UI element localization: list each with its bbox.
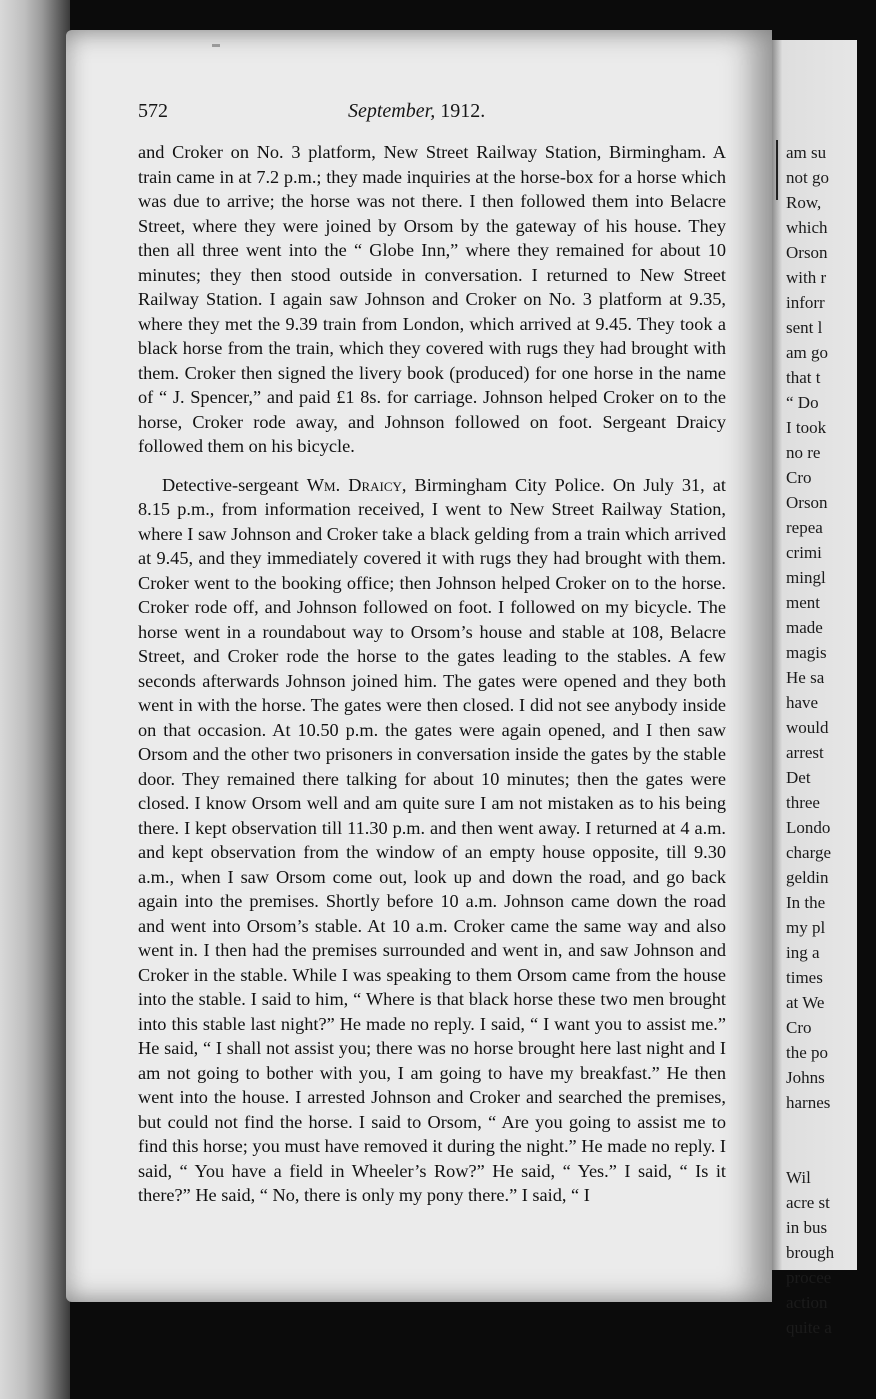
running-title-month: September,: [348, 100, 436, 122]
paragraph-2-body: , Birmingham City Police. On July 31, at 8.15 p.m., from information received, I went to New Street Railway Station, where I saw Johnson and Croker take a black gelding from a train which arrived at 9.45, and they immediately covered it with rugs they had brought with them. Croker went to the booking office; then Johnson helped Croker on to the horse. Croker rode off, and Johnson followed on foot. I followed on my bicycle. The horse went in a roundabout way to Orsom’s house and stable at 108, Belacre Street, and Croker rode the horse to the gates leading to the stables. A few seconds afterwards Johnson joined him. The gates were opened and they both went in with the horse. The gates were then closed. I did not see anybody inside on that occasion. At 10.50 p.m. the gates were again opened, and I then saw Orsom and the other two prisoners in conversation inside the gates by the stable door. They remained there talking for about 10 minutes; then the gates were closed. I know Orsom well and am quite sure I am not mistaken as to his being there. I kept observation till 11.30 p.m. and then went away. I returned at 4 a.m. and kept observation from the window of an empty house opposite, till 9.30 a.m., when I saw Orsom come out, look up and down the road, and go back again into the premises. Shortly before 10 a.m. Johnson came down the road and went into Orsom’s stable. At 10 a.m. Croker came the same way and also went in. I then had the premises surrounded and went in, and saw Johnson and Croker in the stable. While I was speaking to them Orsom came from the house into the stable. I said to him, “ Where is that black horse these two men brought into this stable last night?” He made no reply. I said, “ I want you to assist me.” He said, “ I shall not assist you; there was no horse brought here last night and I am not going to bother with you, I am going to have my breakfast.” He then went into the house. I arrested Johnson and Croker and searched the premises, but could not find the horse. I said to Orsom, “ Are you going to assist me to find this horse; you must have removed it during the night.” He made no reply. I said, “ You have a field in Wheeler’s Row?” He said, “ Yes.” I said, “ Is it there?” He said, “ No, there is only my pony there.” I said, “ I: [138, 474, 726, 1205]
facing-page-line: inforr: [786, 293, 825, 312]
facing-page-line: three: [786, 793, 820, 812]
facing-page-line: “ Do: [786, 393, 819, 412]
paragraph-2: [138, 473, 726, 1208]
facing-page-line: I took: [786, 418, 827, 437]
facing-page-line: with r: [786, 268, 827, 287]
facing-page-line: In the: [786, 893, 826, 912]
facing-page-line: have: [786, 693, 819, 712]
facing-page-line: times: [786, 968, 823, 987]
facing-page-line: Wil: [786, 1168, 811, 1187]
facing-page-line: [786, 1140, 876, 1165]
facing-page-line: which: [786, 218, 828, 237]
running-title-year: 1912.: [440, 100, 486, 122]
facing-page-line: geldin: [786, 868, 829, 887]
facing-page-line: arrest: [786, 743, 824, 762]
paragraph-1: and Croker on No. 3 platform, New Street Railway Station, Birmingham. A train came in at 7.2 p.m.; they made inquiries at the horse-box for a horse which was due to arrive; the horse was not there. I then followed them into Belacre Street, where they were joined by Orsom by the gateway of his house. They then all three went into the “ Globe Inn,” where they remained for about 10 minutes; they then stood outside in conversation. I returned to New Street Railway Station. I again saw Johnson and Croker on No. 3 platform at 9.35, where they met the 9.39 train from London, which arrived at 9.45. They took a black horse from the train, which they covered with rugs they had brought with them. Croker then signed the livery book (produced) for one horse in the name of “ J. Spencer,” and paid £1 8s. for carriage. Johnson helped Croker on to the horse, Croker rode away, and Johnson followed on foot. Sergeant Draicy followed them on his bicycle.: [138, 142, 726, 456]
margin-line: [776, 140, 778, 200]
facing-page-line: mingl: [786, 568, 826, 587]
page-body: [138, 140, 726, 1208]
page-header: [138, 100, 718, 130]
facing-page-line: Row,: [786, 193, 822, 212]
facing-page-line: Cro: [786, 1018, 812, 1037]
facing-page-line: charge: [786, 843, 831, 862]
witness-name: Wm. Draicy: [306, 474, 402, 495]
facing-page-line: Orson: [786, 243, 828, 262]
facing-page-line: crimi: [786, 543, 822, 562]
facing-page-line: Orson: [786, 493, 828, 512]
facing-page-line: no re: [786, 443, 821, 462]
facing-page-line: Det: [786, 768, 811, 787]
facing-page-line: sent l: [786, 318, 823, 337]
paragraph-2-lead: Detective-sergeant: [162, 474, 307, 495]
facing-page-line: would: [786, 718, 829, 737]
facing-page-line: that t: [786, 368, 821, 387]
facing-page-line: Cro: [786, 468, 812, 487]
facing-page-line: He sa: [786, 668, 825, 687]
facing-page-line: quite a: [786, 1318, 832, 1337]
facing-page-line: magis: [786, 643, 827, 662]
facing-page-line: made: [786, 618, 823, 637]
facing-page-line: Johns: [786, 1068, 825, 1087]
facing-page-line: ing a: [786, 943, 820, 962]
facing-page-line: harnes: [786, 1093, 831, 1112]
facing-page-line: the po: [786, 1043, 829, 1062]
facing-page-line: am go: [786, 343, 829, 362]
facing-page: [772, 40, 857, 1337]
facing-page-line: brough: [786, 1243, 835, 1262]
running-title: [348, 100, 485, 123]
facing-page-line: in bus: [786, 1218, 828, 1237]
page-number: 572: [138, 100, 168, 122]
facing-page-line: action: [786, 1293, 828, 1312]
facing-page-line: at We: [786, 993, 825, 1012]
facing-page-line: not go: [786, 168, 829, 187]
facing-page-text: [786, 140, 876, 1340]
stray-mark: [212, 44, 220, 47]
facing-page-line: procee: [786, 1268, 832, 1287]
facing-page-line: ment: [786, 593, 820, 612]
facing-page-line: [786, 1115, 876, 1140]
facing-page-line: repea: [786, 518, 823, 537]
facing-page-line: Londo: [786, 818, 831, 837]
book-left-edge: [0, 0, 70, 1399]
facing-page-line: am su: [786, 143, 827, 162]
facing-page-line: acre st: [786, 1193, 830, 1212]
facing-page-line: my pl: [786, 918, 826, 937]
